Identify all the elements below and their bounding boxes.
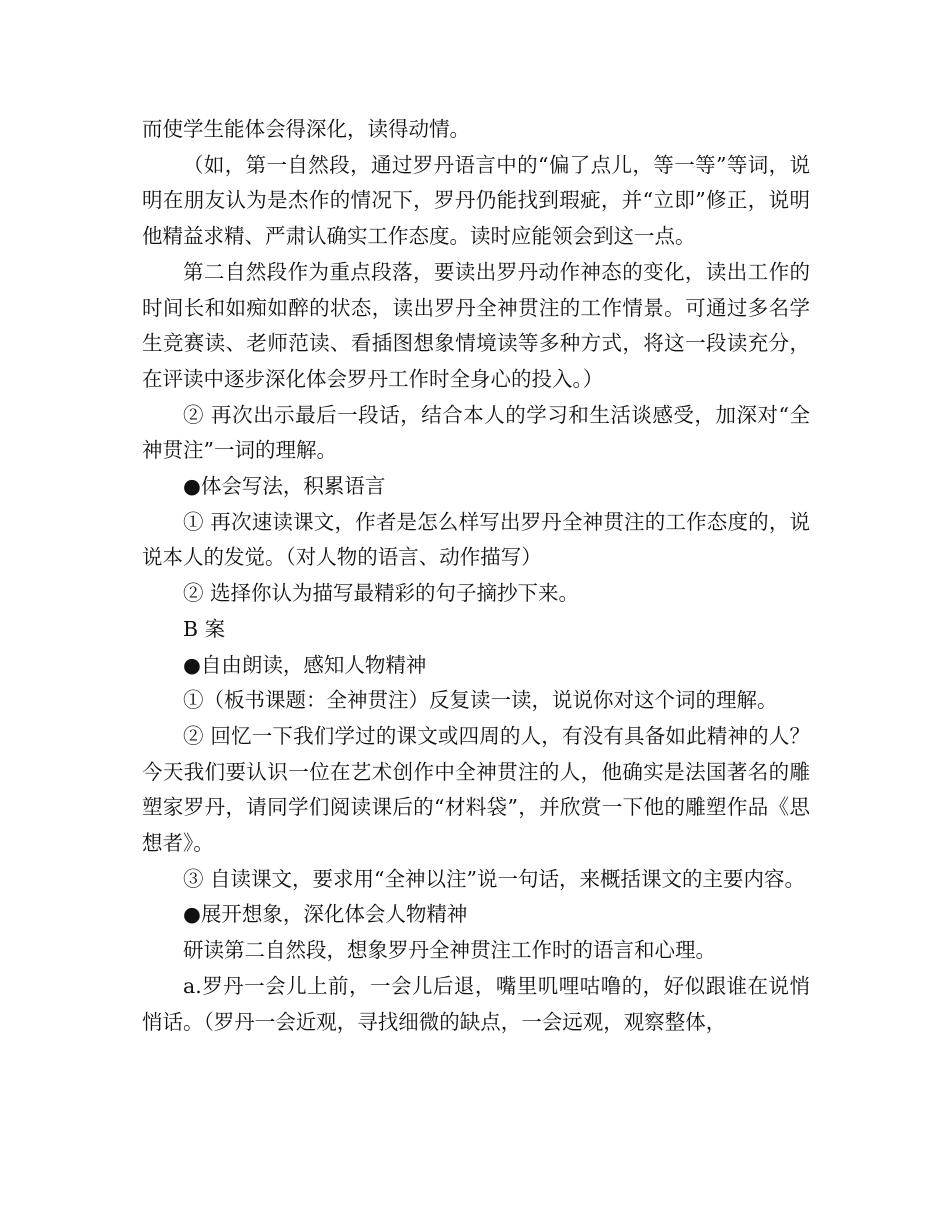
paragraph-14: 研读第二自然段，想象罗丹全神贯注工作时的语言和心理。 [183, 938, 716, 963]
paragraph-10: ①（板书课题：全神贯注）反复读一读，说说你对这个词的理解。 [183, 688, 778, 713]
paragraph-7: ② 选择你认为描写最精彩的句子摘抄下来。 [183, 581, 580, 606]
paragraph-2: （如，第一自然段，通过罗丹语言中的“偏了点儿，等一等”等词，说明在朋友认为是杰作的情况下，罗丹仍能找到瑕疵，并“立即”修正，说明他精益求精、严肃认确实工作态度。读时应能领会到这一点。 [142, 152, 810, 249]
section-heading-reading: ●自由朗读，感知人物精神 [183, 652, 427, 677]
paragraph-11: ② 回忆一下我们学过的课文或四周的人，有没有具备如此精神的人？今天我们要认识一位在艺术创作中全神贯注的人，他确实是法国著名的雕塑家罗丹，请同学们阅读课后的“材料袋”，并欣赏一下他的雕塑作品《思想者》。 [142, 723, 810, 856]
paragraph-1: 而使学生能体会得深化，读得动情。 [142, 117, 470, 141]
plan-b-label: B 案 [183, 616, 226, 641]
paragraph-6: ① 再次速读课文，作者是怎么样写出罗丹全神贯注的工作态度的，说说本人的发觉。（对人物的语言、动作描写） [142, 509, 810, 570]
section-heading-imagination: ●展开想象，深化体会人物精神 [183, 902, 468, 927]
paragraph-15: a.罗丹一会儿上前，一会儿后退，嘴里叽哩咕噜的，好似跟谁在说悄悄话。（罗丹一会近观，寻找细微的缺点，一会远观，观察整体， [142, 973, 810, 1034]
paragraph-3: 第二自然段作为重点段落，要读出罗丹动作神态的变化，读出工作的时间长和如痴如醉的状态，读出罗丹全神贯注的工作情景。可通过多名学生竞赛读、老师范读、看插图想象情境读等多种方式，将这一段读充分，在评读中逐步深化体会罗丹工作时全身心的投入。） [142, 259, 810, 391]
paragraph-12: ③ 自读课文，要求用“全神以注”说一句话，来概括课文的主要内容。 [183, 866, 805, 891]
paragraph-4: ② 再次出示最后一段话，结合本人的学习和生活谈感受，加深对“全神贯注”一词的理解。 [142, 402, 810, 463]
document-body [142, 112, 810, 1040]
section-heading-writing: ●体会写法，积累语言 [183, 474, 386, 499]
